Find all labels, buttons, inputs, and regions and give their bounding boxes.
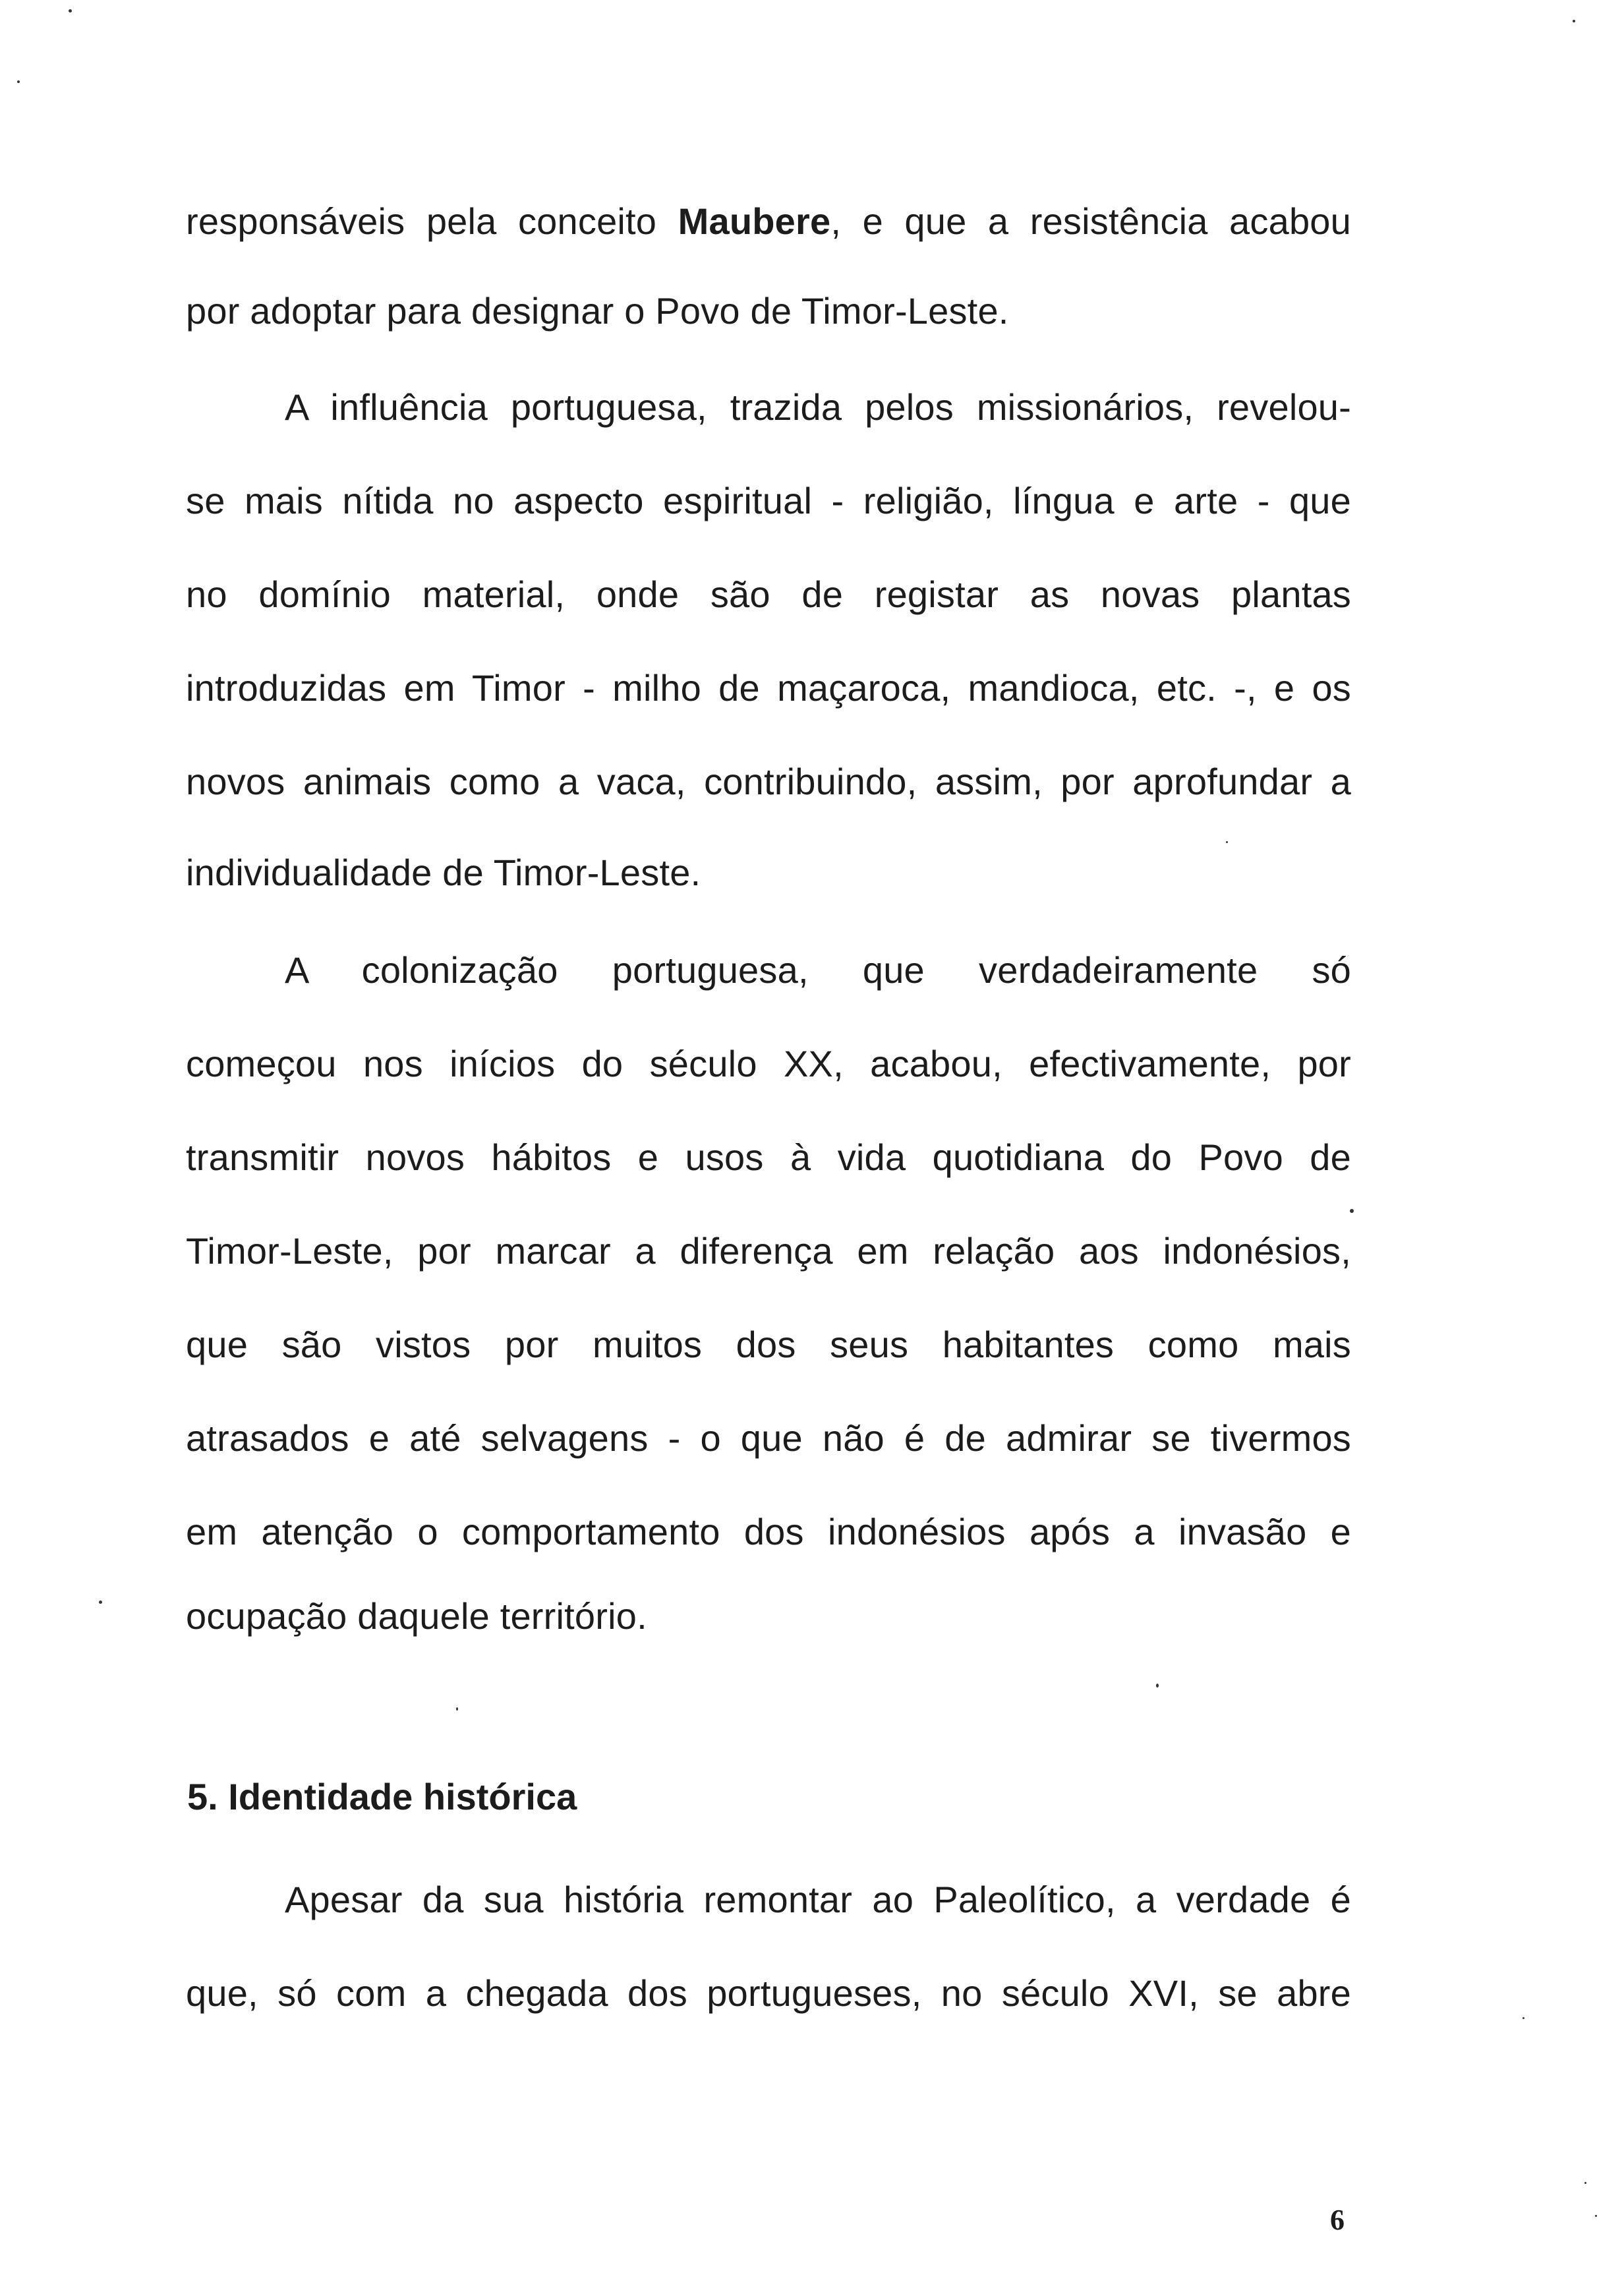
paragraph-2-line-6: individualidade de Timor-Leste. xyxy=(186,852,701,893)
scan-speck xyxy=(99,1601,102,1604)
paragraph-2-line-5: novos animais como a vaca, contribuindo, assim, por aprofundar a xyxy=(186,761,1351,802)
scan-speck xyxy=(1226,841,1228,843)
paragraph-2-line-3: no domínio material, onde são de registar as novas plantas xyxy=(186,574,1351,615)
paragraph-3-line-3: transmitir novos hábitos e usos à vida quotidiana do Povo de xyxy=(186,1136,1351,1178)
paragraph-3-line-8: ocupação daquele território. xyxy=(186,1595,647,1637)
paragraph-3-line-2: começou nos inícios do século XX, acabou, efectivamente, por xyxy=(186,1043,1351,1084)
paragraph-1-line-1 xyxy=(186,195,1351,248)
paragraph-3-line-1: A colonização portuguesa, que verdadeiramente só xyxy=(285,949,1351,991)
paragraph-4-line-2: que, só com a chegada dos portugueses, no século XVI, se abre xyxy=(186,1972,1351,2014)
paragraph-1-line-2: por adoptar para designar o Povo de Timor-Leste. xyxy=(186,290,1009,332)
scan-speck xyxy=(17,80,20,83)
scan-speck xyxy=(1595,2215,1597,2217)
text-run: responsáveis pela conceito xyxy=(186,200,678,242)
scan-speck xyxy=(1522,2017,1524,2019)
scan-speck xyxy=(1573,20,1575,22)
paragraph-3-line-6: atrasados e até selvagens - o que não é de admirar se tivermos xyxy=(186,1417,1351,1459)
paragraph-4-line-1: Apesar da sua história remontar ao Paleolítico, a verdade é xyxy=(285,1879,1351,1920)
scan-speck xyxy=(456,1707,458,1711)
paragraph-3-line-5: que são vistos por muitos dos seus habitantes como mais xyxy=(186,1324,1351,1365)
scan-speck xyxy=(69,9,72,13)
paragraph-3-line-4: Timor-Leste, por marcar a diferença em relação aos indonésios, xyxy=(186,1230,1351,1272)
page-number: 6 xyxy=(1330,2204,1345,2236)
paragraph-2-line-1: A influência portuguesa, trazida pelos missionários, revelou- xyxy=(285,386,1351,428)
scan-speck xyxy=(1156,1684,1159,1688)
paragraph-2-line-2: se mais nítida no aspecto espiritual - religião, língua e arte - que xyxy=(186,480,1351,521)
scan-speck xyxy=(1584,2182,1586,2184)
paragraph-3-line-7: em atenção o comportamento dos indonésios após a invasão e xyxy=(186,1511,1351,1552)
paragraph-2-line-4: introduzidas em Timor - milho de maçaroca, mandioca, etc. -, e os xyxy=(186,667,1351,709)
scan-speck xyxy=(1350,1209,1354,1213)
bold-term: Maubere xyxy=(678,200,831,242)
text-run: , e que a resistência acabou xyxy=(830,200,1351,242)
section-heading: 5. Identidade histórica xyxy=(187,1776,577,1817)
